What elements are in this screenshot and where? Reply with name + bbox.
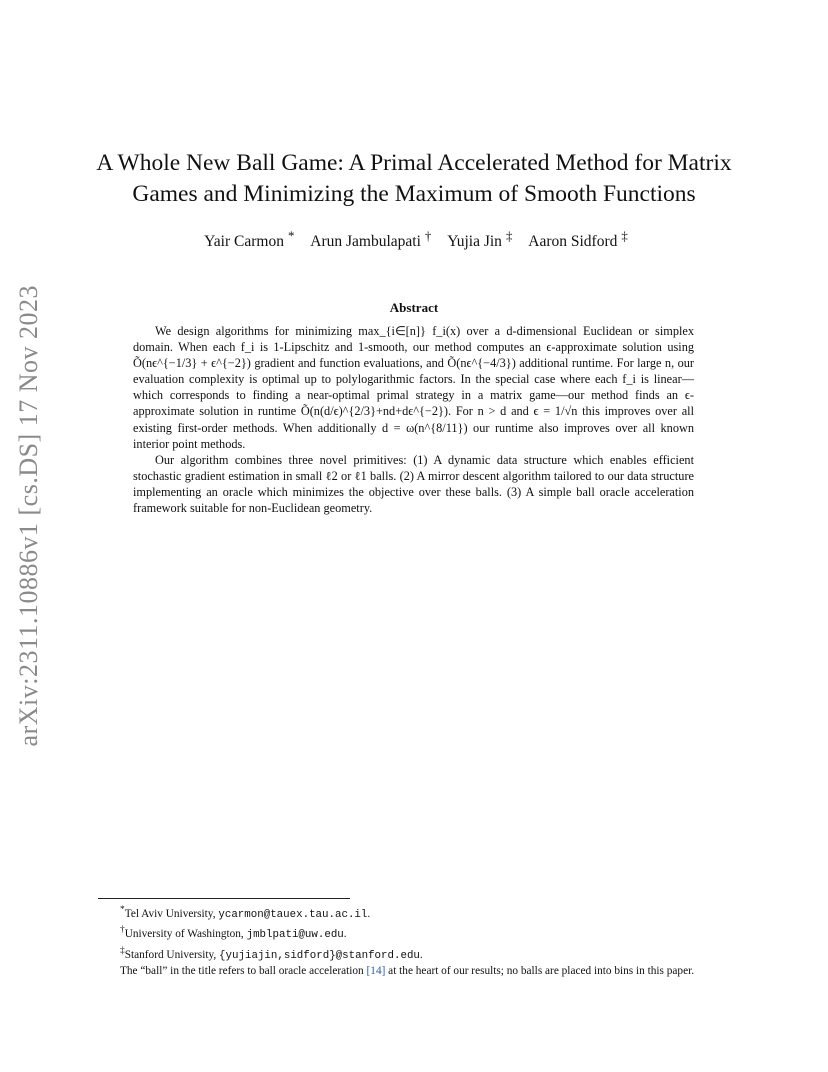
footnote-mark: ‡ <box>120 945 125 956</box>
author-name: Aaron Sidford <box>528 233 618 251</box>
footnote-mark: * <box>120 905 125 915</box>
paper-title <box>80 148 748 210</box>
author-3 <box>443 228 513 251</box>
title-line-1: A Whole New Ball Game: A Primal Accelerated Method for Matrix <box>96 150 732 176</box>
email-link[interactable]: jmblpati@uw.edu <box>246 929 344 942</box>
author-2 <box>306 228 432 251</box>
footnote-text: The “ball” in the title refers to ball oracle acceleration <box>120 964 367 977</box>
author-4 <box>524 228 628 251</box>
footnote-divider <box>98 898 350 899</box>
author-mark: ‡ <box>505 228 513 243</box>
author-mark: † <box>424 228 432 243</box>
arxiv-identifier: arXiv:2311.10886v1 [cs.DS] 17 Nov 2023 <box>14 285 43 747</box>
footnote-2: †University of Washington, jmblpati@uw.edu. <box>120 925 347 942</box>
author-name: Arun Jambulapati <box>310 233 421 251</box>
author-name: Yair Carmon <box>204 233 284 251</box>
title-line-2: Games and Minimizing the Maximum of Smooth Functions <box>132 181 696 207</box>
footnote-mark: † <box>120 925 125 936</box>
email-link[interactable]: {yujiajin,sidford}@stanford.edu <box>219 949 420 962</box>
abstract-body <box>133 323 694 516</box>
footnote-text: at the heart of our results; no balls are placed into bins in this paper. <box>385 964 695 977</box>
email-link[interactable]: ycarmon@tauex.tau.ac.il <box>218 908 368 921</box>
citation-link[interactable]: [14] <box>366 964 386 977</box>
abstract-heading: Abstract <box>389 300 439 315</box>
author-1 <box>200 228 295 251</box>
footnotes <box>98 903 730 979</box>
author-mark: * <box>287 228 295 243</box>
footnote-affiliation: University of Washington, <box>124 928 247 941</box>
author-mark: ‡ <box>621 228 628 243</box>
footnote-affiliation: Tel Aviv University, <box>124 907 219 920</box>
footnote-affiliation: Stanford University, <box>124 948 220 961</box>
author-list <box>80 228 748 251</box>
footnote-3: ‡Stanford University, {yujiajin,sidford}@stanford.edu. <box>120 945 423 962</box>
abstract-paragraph-2: Our algorithm combines three novel primitives: (1) A dynamic data structure which enables efficient stochastic gradient estimation in small ℓ2 or ℓ1 balls. (2) A mirror descent algorithm tailored to our data structure implementing an oracle which minimizes the objective over these balls. (3) A simple ball oracle acceleration framework suitable for non-Euclidean geometry. <box>133 452 694 516</box>
footnote-4 <box>98 964 730 980</box>
author-name: Yujia Jin <box>447 233 502 251</box>
footnote-1: *Tel Aviv University, ycarmon@tauex.tau.ac.il. <box>120 905 371 921</box>
abstract-paragraph-1: We design algorithms for minimizing max_{i∈[n]} f_i(x) over a d-dimensional Euclidean or simplex domain. When each f_i is 1-Lipschitz and 1-smooth, our method computes an ϵ-approximate solution using Õ(nϵ^{−1/3} + ϵ^{−2}) gradient and function evaluations, and Õ(nϵ^{−4/3}) additional runtime. For large n, our evaluation complexity is optimal up to polylogarithmic factors. In the special case where each f_i is linear—which corresponds to finding a near-optimal primal strategy in a matrix game—our method finds an ϵ-approximate solution in runtime Õ(n(d/ϵ)^{2/3}+nd+dϵ^{−2}). For n > d and ϵ = 1/√n this improves over all existing first-order methods. When additionally d = ω(n^{8/11}) our runtime also improves over all known interior point methods. <box>133 324 694 451</box>
